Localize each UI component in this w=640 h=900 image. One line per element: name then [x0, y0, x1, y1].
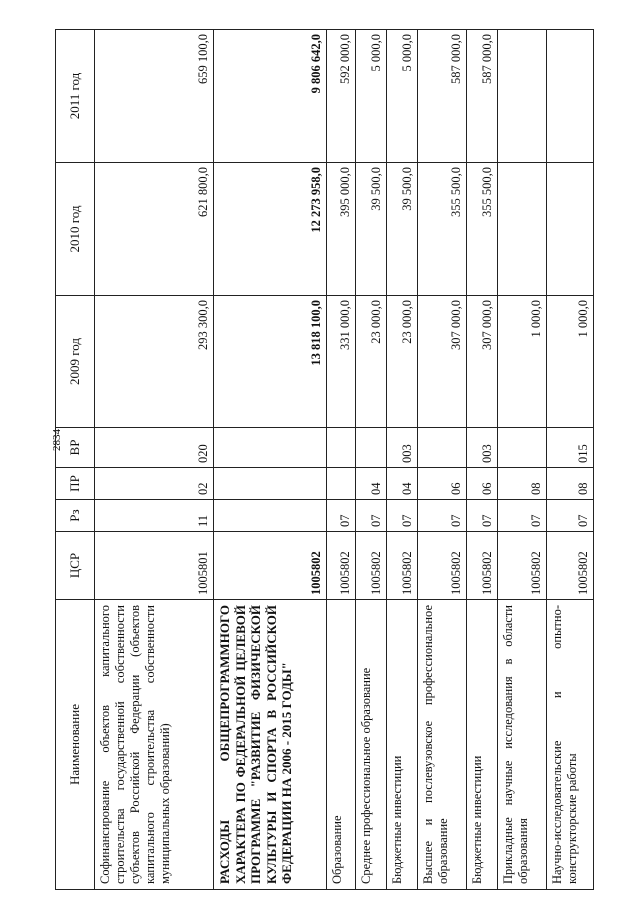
row-vr: 003: [467, 428, 498, 468]
row-pr: 06: [418, 468, 467, 500]
row-2010: 12 273 958,0: [214, 163, 327, 296]
table-row: [214, 30, 327, 890]
row-rz: [214, 500, 327, 532]
row-2010: 355 500,0: [418, 163, 467, 296]
row-rz: 07: [547, 500, 594, 532]
table-row: [95, 30, 214, 890]
header-name: Наименование: [56, 600, 95, 890]
row-2009: 293 300,0: [95, 296, 214, 428]
table-row: [356, 30, 387, 890]
budget-table: [55, 29, 594, 890]
row-2011: 587 000,0: [467, 30, 498, 163]
row-vr: [214, 428, 327, 468]
header-2010: 2010 год: [56, 163, 95, 296]
row-2010: 621 800,0: [95, 163, 214, 296]
row-csr: 1005802: [547, 532, 594, 600]
header-rz: Рз: [56, 500, 95, 532]
row-2010: 39 500,0: [356, 163, 387, 296]
row-csr: 1005802: [356, 532, 387, 600]
row-2010: 395 000,0: [327, 163, 356, 296]
row-rz: 11: [95, 500, 214, 532]
row-pr: 08: [498, 468, 547, 500]
table-row: [418, 30, 467, 890]
header-2011: 2011 год: [56, 30, 95, 163]
row-csr: 1005802: [467, 532, 498, 600]
table-row: [327, 30, 356, 890]
row-name: РАСХОДЫ ОБЩЕПРОГРАММНОГО ХАРАКТЕРА ПО ФЕДЕРАЛЬНОЙ ЦЕЛЕВОЙ ПРОГРАММЕ "РАЗВИТИЕ ФИЗИЧЕСКОЙ КУЛЬТУРЫ И СПОРТА В РОССИЙСКОЙ ФЕДЕРАЦИИ НА 2006 - 2015 ГОДЫ": [214, 600, 327, 890]
row-vr: [498, 428, 547, 468]
row-rz: 07: [387, 500, 418, 532]
row-vr: 015: [547, 428, 594, 468]
row-2010: [547, 163, 594, 296]
row-name: Среднее профессиональное образование: [356, 600, 387, 890]
row-pr: 04: [387, 468, 418, 500]
row-2011: 5 000,0: [356, 30, 387, 163]
row-csr: 1005802: [214, 532, 327, 600]
row-pr: 04: [356, 468, 387, 500]
row-2009: 1 000,0: [498, 296, 547, 428]
row-vr: 003: [387, 428, 418, 468]
table-row: [467, 30, 498, 890]
row-pr: [327, 468, 356, 500]
row-2011: 587 000,0: [418, 30, 467, 163]
row-csr: 1005802: [498, 532, 547, 600]
row-vr: 020: [95, 428, 214, 468]
row-pr: 06: [467, 468, 498, 500]
row-csr: 1005802: [418, 532, 467, 600]
table-row: [498, 30, 547, 890]
row-2010: 39 500,0: [387, 163, 418, 296]
row-name: Прикладные научные исследования в области образования: [498, 600, 547, 890]
row-2009: 23 000,0: [387, 296, 418, 428]
row-rz: 07: [356, 500, 387, 532]
row-2009: 307 000,0: [418, 296, 467, 428]
row-2011: [547, 30, 594, 163]
table-row: [387, 30, 418, 890]
header-csr: ЦСР: [56, 532, 95, 600]
row-2011: 9 806 642,0: [214, 30, 327, 163]
row-name: Научно-исследовательские и опытно-конструкторские работы: [547, 600, 594, 890]
row-2011: [498, 30, 547, 163]
row-rz: 07: [418, 500, 467, 532]
row-2009: 1 000,0: [547, 296, 594, 428]
row-vr: [356, 428, 387, 468]
row-2009: 13 818 100,0: [214, 296, 327, 428]
row-pr: [214, 468, 327, 500]
rotated-page: [55, 30, 590, 890]
row-2009: 307 000,0: [467, 296, 498, 428]
header-2009: 2009 год: [56, 296, 95, 428]
row-csr: 1005802: [327, 532, 356, 600]
row-name: Бюджетные инвестиции: [387, 600, 418, 890]
row-2009: 23 000,0: [356, 296, 387, 428]
row-2011: 5 000,0: [387, 30, 418, 163]
row-vr: [327, 428, 356, 468]
table-row: [547, 30, 594, 890]
row-rz: 07: [498, 500, 547, 532]
page-number: 2834: [51, 429, 63, 451]
header-vr: ВР: [56, 428, 95, 468]
row-2011: 592 000,0: [327, 30, 356, 163]
row-2010: [498, 163, 547, 296]
row-csr: 1005802: [387, 532, 418, 600]
row-pr: 08: [547, 468, 594, 500]
row-vr: [418, 428, 467, 468]
header-pr: ПР: [56, 468, 95, 500]
row-name: Бюджетные инвестиции: [467, 600, 498, 890]
row-2009: 331 000,0: [327, 296, 356, 428]
row-pr: 02: [95, 468, 214, 500]
row-csr: 1005801: [95, 532, 214, 600]
row-2011: 659 100,0: [95, 30, 214, 163]
row-2010: 355 500,0: [467, 163, 498, 296]
row-name: Высшее и послевузовское профессиональное образование: [418, 600, 467, 890]
row-rz: 07: [467, 500, 498, 532]
header-row: [56, 30, 95, 890]
row-name: Образование: [327, 600, 356, 890]
row-rz: 07: [327, 500, 356, 532]
row-name: Софинансирование объектов капитального строительства государственной собственности субъектов Российской Федерации (объектов капитального строительства собственности муниципальных образований): [95, 600, 214, 890]
